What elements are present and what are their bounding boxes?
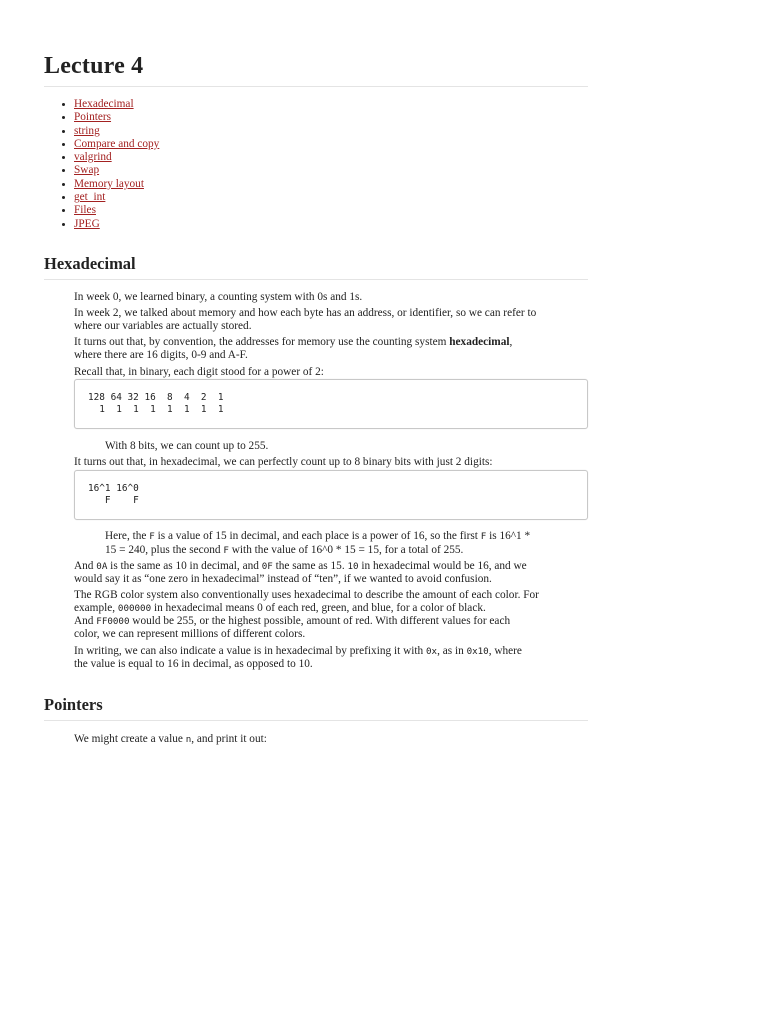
paragraph-line <box>105 544 463 557</box>
text: We might create a value <box>74 733 186 745</box>
paragraph-line <box>74 560 527 573</box>
paragraph-line: Recall that, in binary, each digit stood for a power of 2: <box>74 366 324 378</box>
inline-code: n <box>185 734 192 745</box>
text: And <box>74 615 97 627</box>
code-line: 128 64 32 16 8 4 2 1 <box>88 392 224 403</box>
toc-item-compare-and-copy <box>74 138 159 151</box>
text: in hexadecimal would be 16, and we <box>358 560 527 572</box>
text: In writing, we can also indicate a value is in hexadecimal by prefixing it with <box>74 645 426 657</box>
text: And <box>74 560 97 572</box>
paragraph-line <box>74 615 510 628</box>
toc-link-valgrind[interactable]: valgrind <box>74 151 112 164</box>
text: is 16^1 * <box>486 530 531 542</box>
section-divider-pointers <box>44 720 588 721</box>
paragraph-line: It turns out that, in hexadecimal, we can perfectly count up to 8 binary bits with just 2 digits: <box>74 456 493 468</box>
paragraph-line <box>74 602 486 615</box>
paragraph: In week 0, we learned binary, a counting system with 0s and 1s. <box>74 291 363 303</box>
inline-code: F <box>223 545 229 556</box>
toc-item-memory-layout <box>74 178 159 191</box>
paragraph-line <box>105 530 530 543</box>
paragraph-line: where there are 16 digits, 0-9 and A-F. <box>74 349 248 361</box>
inline-code: 0A <box>96 561 108 572</box>
toc-item-hexadecimal <box>74 98 159 111</box>
code-line: 1 1 1 1 1 1 1 1 <box>88 404 224 415</box>
text: Here, the <box>105 530 150 542</box>
text: with the value of 16^0 * 15 = 15, for a total of 255. <box>228 544 464 556</box>
inline-code: 0F <box>261 561 273 572</box>
paragraph-line: With 8 bits, we can count up to 255. <box>105 440 269 452</box>
section-heading-pointers: Pointers <box>44 695 103 714</box>
text: , as in <box>437 645 467 657</box>
text: , and print it out: <box>191 733 267 745</box>
inline-code: 10 <box>347 561 359 572</box>
code-line: F F <box>88 495 139 506</box>
text: is the same as 10 in decimal, and <box>107 560 262 572</box>
toc-link-jpeg[interactable]: JPEG <box>74 217 100 230</box>
toc-link-swap[interactable]: Swap <box>74 164 100 177</box>
section-heading-hexadecimal: Hexadecimal <box>44 254 136 273</box>
code-block-binary <box>74 379 588 429</box>
paragraph-line <box>74 336 512 349</box>
code-line: 16^1 16^0 <box>88 483 139 494</box>
text: example, <box>74 602 118 614</box>
inline-code: F <box>480 531 487 542</box>
paragraph-line: The RGB color system also conventionally uses hexadecimal to describe the amount of each color. For <box>74 589 539 601</box>
toc-link-compare-and-copy[interactable]: Compare and copy <box>74 137 160 150</box>
toc-item-get-int <box>74 191 159 204</box>
paragraph-line: the value is equal to 16 in decimal, as opposed to 10. <box>74 658 313 670</box>
text: , <box>509 336 513 348</box>
toc-link-files[interactable]: Files <box>74 204 96 217</box>
bold-term: hexadecimal <box>449 336 510 348</box>
toc-link-get-int[interactable]: get_int <box>74 191 106 204</box>
paragraph-line <box>74 645 522 658</box>
text: would be 255, or the highest possible, amount of red. With different values for each <box>129 615 511 627</box>
inline-code: 000000 <box>117 603 152 614</box>
section-divider-hexadecimal <box>44 279 588 280</box>
inline-code: 0x <box>425 646 438 657</box>
inline-code: FF0000 <box>96 616 130 627</box>
table-of-contents <box>44 98 159 231</box>
paragraph-line: color, we can represent millions of different colors. <box>74 628 306 640</box>
title-divider <box>44 86 588 87</box>
text: is a value of 15 in decimal, and each place is a power of 16, so the first <box>154 530 481 542</box>
paragraph-line: would say it as “one zero in hexadecimal” instead of “ten”, if we wanted to avoid confusion. <box>74 573 492 585</box>
paragraph-line: In week 2, we talked about memory and how each byte has an address, or identifier, so we can refer to <box>74 307 537 319</box>
code-block-hex <box>74 470 588 520</box>
text: It turns out that, by convention, the addresses for memory use the counting system <box>74 336 450 348</box>
paragraph-line <box>74 733 267 746</box>
text: 15 = 240, plus the second <box>105 544 224 556</box>
inline-code: 0x10 <box>466 646 489 657</box>
toc-link-hexadecimal[interactable]: Hexadecimal <box>74 98 134 110</box>
toc-item-string <box>74 125 159 138</box>
toc-item-jpeg <box>74 218 159 231</box>
toc-link-memory-layout[interactable]: Memory layout <box>74 177 144 190</box>
page-title: Lecture 4 <box>44 53 144 79</box>
text: , where <box>488 645 522 657</box>
paragraph-line: where our variables are actually stored. <box>74 320 252 332</box>
toc-item-valgrind <box>74 151 159 164</box>
text: the same as 15. <box>272 560 348 572</box>
toc-item-pointers <box>74 111 159 124</box>
toc-item-swap <box>74 164 159 177</box>
inline-code: F <box>149 531 155 542</box>
toc-link-string[interactable]: string <box>74 124 100 137</box>
toc-item-files <box>74 204 159 217</box>
toc-link-pointers[interactable]: Pointers <box>74 111 112 124</box>
text: in hexadecimal means 0 of each red, green, and blue, for a color of black. <box>151 602 486 614</box>
